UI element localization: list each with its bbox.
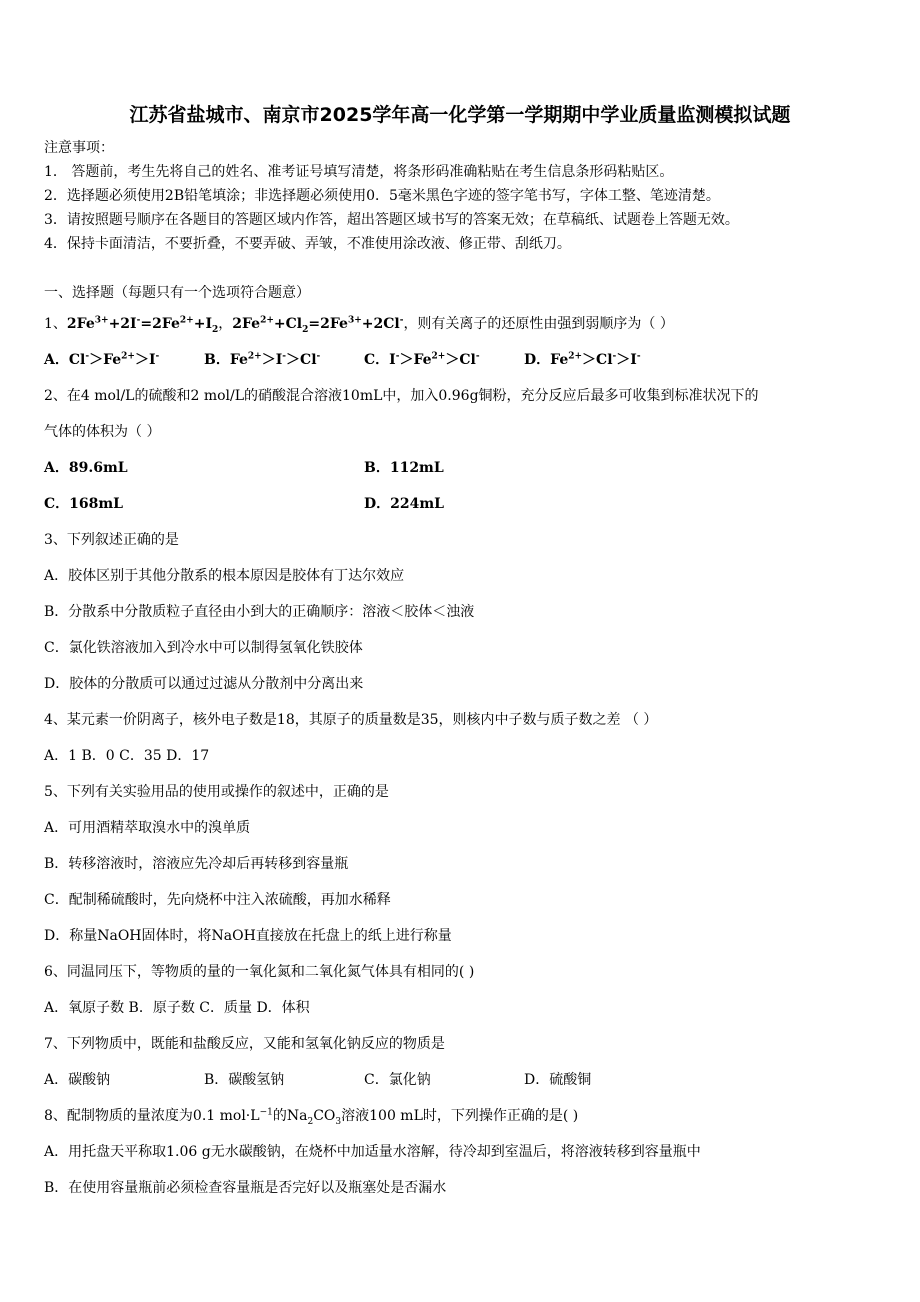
question-2-option-b: B．112mL: [364, 460, 444, 476]
question-3-stem: 3、下列叙述正确的是: [44, 532, 179, 548]
question-2-option-c: C．168mL: [44, 496, 124, 512]
question-1-option-a: A．$Cl^->Fe^{2+}>I^-$: [44, 351, 160, 368]
question-6-options: A．氧原子数 B．原子数 C．质量 D．体积: [44, 1000, 310, 1016]
question-2-option-a: A．89.6mL: [44, 460, 128, 476]
notice-item-2: 2．选择题必须使用2B铅笔填涂；非选择题必须使用0．5毫米黑色字迹的签字笔书写，字体工整、笔迹清楚。: [44, 188, 720, 204]
question-4-stem: 4、某元素一价阴离子，核外电子数是18，其原子的质量数是35，则核内中子数与质子数之差 （ ）: [44, 712, 658, 728]
question-7-option-d: D．硫酸铜: [524, 1072, 592, 1088]
question-7-option-a: A．碳酸钠: [44, 1072, 111, 1088]
question-2-stem-line-1: 2、在4 mol/L的硫酸和2 mol/L的硝酸混合溶液10mL中，加入0.96g铜粉，充分反应后最多可收集到标准状况下的: [44, 388, 759, 404]
question-1-stem: 1、$2Fe^{3+}+2I^-=2Fe^{2+}+I_2$，$2Fe^{2+}+Cl_2=2Fe^{3+}+2Cl^-$，则有关离子的还原性由强到弱顺序为（ ）: [44, 315, 674, 335]
question-8-stem: 8、配制物质的量浓度为0.1 $mol\cdot L^{-1}$的$Na_2CO_3$溶液100 mL时，下列操作正确的是( ): [44, 1107, 579, 1127]
question-4-options: A．1 B．0 C．35 D．17: [44, 748, 210, 764]
question-5-option-c: C．配制稀硫酸时，先向烧杯中注入浓硫酸，再加水稀释: [44, 892, 391, 908]
question-3-option-c: C．氯化铁溶液加入到冷水中可以制得氢氧化铁胶体: [44, 640, 363, 656]
question-7-option-b: B．碳酸氢钠: [204, 1072, 285, 1088]
section-heading: 一、选择题（每题只有一个选项符合题意）: [44, 285, 310, 301]
exam-title: 江苏省盐城市、南京市2025学年高一化学第一学期期中学业质量监测模拟试题: [129, 104, 791, 126]
notice-item-1: 1． 答题前，考生先将自己的姓名、准考证号填写清楚，将条形码准确粘贴在考生信息条形码粘贴区。: [44, 164, 674, 180]
question-5-option-a: A．可用酒精萃取溴水中的溴单质: [44, 820, 251, 836]
question-1-option-b: B．$Fe^{2+}>I^->Cl^-$: [204, 351, 321, 368]
question-3-option-b: B．分散系中分散质粒子直径由小到大的正确顺序：溶液＜胶体＜浊液: [44, 604, 475, 620]
question-1-option-d: D．$Fe^{2+}>Cl^->I^-$: [524, 351, 641, 368]
question-2-option-d: D．224mL: [364, 496, 445, 512]
question-3-option-d: D．胶体的分散质可以通过过滤从分散剂中分离出来: [44, 676, 364, 692]
question-7-option-c: C．氯化钠: [364, 1072, 431, 1088]
question-7-stem: 7、下列物质中，既能和盐酸反应，又能和氢氧化钠反应的物质是: [44, 1036, 445, 1052]
notice-heading: 注意事项：: [44, 140, 114, 156]
question-8-option-b: B．在使用容量瓶前必须检查容量瓶是否完好以及瓶塞处是否漏水: [44, 1180, 447, 1196]
question-2-stem-line-2: 气体的体积为（ ）: [44, 424, 161, 440]
question-5-option-b: B．转移溶液时，溶液应先冷却后再转移到容量瓶: [44, 856, 349, 872]
question-3-option-a: A．胶体区别于其他分散系的根本原因是胶体有丁达尔效应: [44, 568, 405, 584]
question-5-option-d: D．称量NaOH固体时，将NaOH直接放在托盘上的纸上进行称量: [44, 928, 452, 944]
question-1-option-c: C．$I^->Fe^{2+}>Cl^-$: [364, 351, 480, 368]
question-5-stem: 5、下列有关实验用品的使用或操作的叙述中，正确的是: [44, 784, 389, 800]
notice-item-4: 4．保持卡面清洁，不要折叠，不要弄破、弄皱，不准使用涂改液、修正带、刮纸刀。: [44, 236, 571, 252]
question-8-option-a: A．用托盘天平称取1.06 g无水碳酸钠，在烧杯中加适量水溶解，待冷却到室温后，将溶液转移到容量瓶中: [44, 1144, 701, 1160]
question-6-stem: 6、同温同压下，等物质的量的一氧化氮和二氧化氮气体具有相同的( ): [44, 964, 475, 980]
notice-item-3: 3．请按照题号顺序在各题目的答题区域内作答，超出答题区域书写的答案无效；在草稿纸、试题卷上答题无效。: [44, 212, 739, 228]
